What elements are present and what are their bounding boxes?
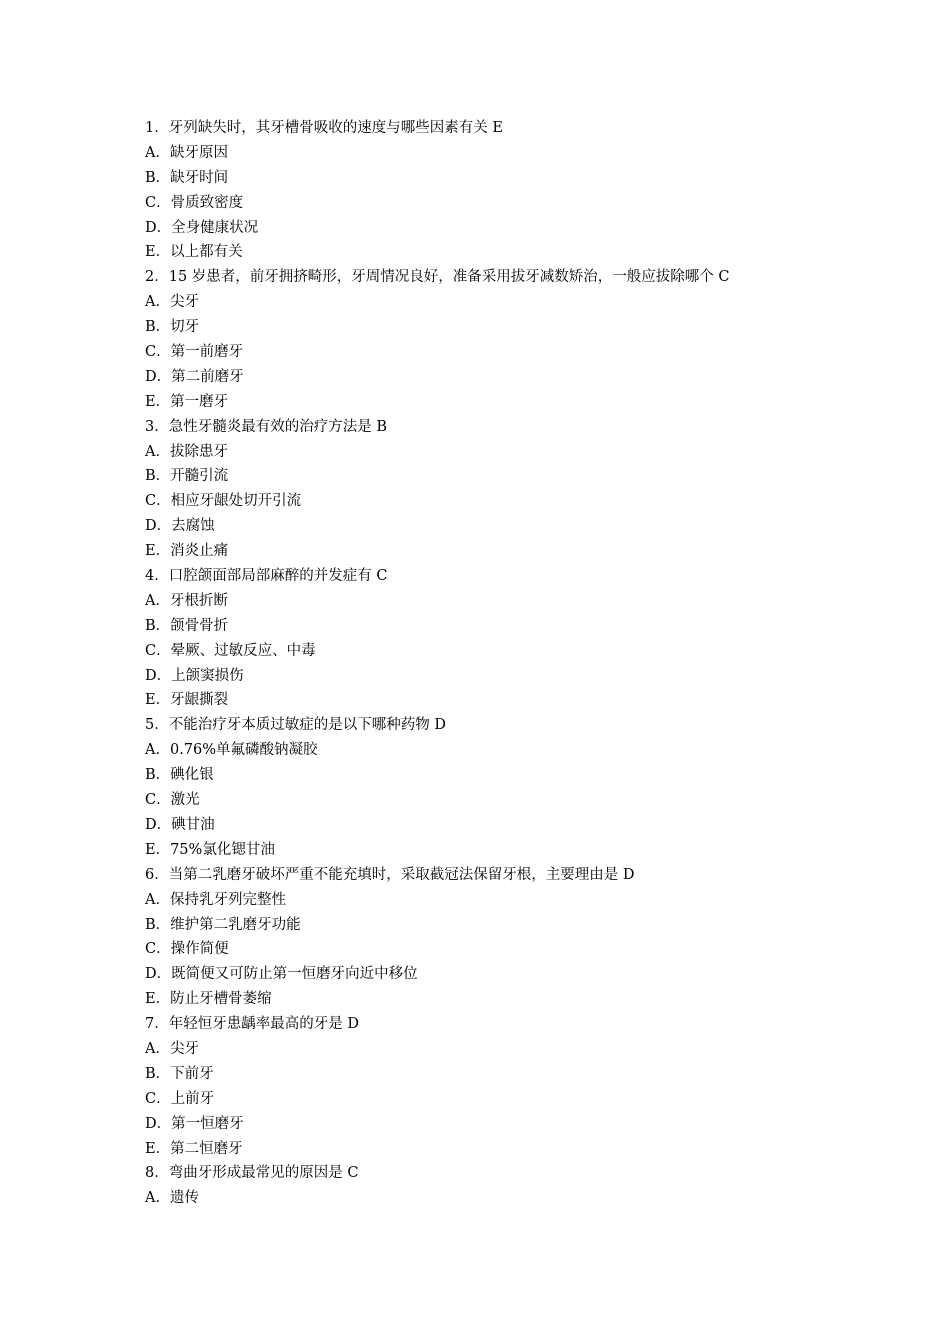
option-c: C．晕厥、过敏反应、中毒 xyxy=(145,642,316,659)
option-e: E．第一磨牙 xyxy=(145,393,229,410)
question-stem: 2．15 岁患者，前牙拥挤畸形，牙周情况良好，准备采用拔牙减数矫治，一般应拔除哪个 C xyxy=(145,269,730,286)
question-6 xyxy=(145,863,845,1012)
option-e: E．75%氯化锶甘油 xyxy=(145,841,275,858)
option-d: D．既简便又可防止第一恒磨牙向近中移位 xyxy=(145,966,418,983)
question-stem: 6．当第二乳磨牙破坏严重不能充填时，采取截冠法保留牙根，主要理由是 D xyxy=(145,866,635,883)
option-d: D．全身健康状况 xyxy=(145,219,259,236)
option-a: A．0.76%单氟磷酸钠凝胶 xyxy=(145,742,318,759)
option-c: C．骨质致密度 xyxy=(145,194,244,211)
option-e: E．消炎止痛 xyxy=(145,543,229,560)
question-stem: 7．年轻恒牙患龋率最高的牙是 D xyxy=(145,1016,359,1033)
option-c: C．激光 xyxy=(145,792,200,809)
option-b: B．缺牙时间 xyxy=(145,169,229,186)
option-c: C．操作简便 xyxy=(145,941,229,958)
option-d: D．去腐蚀 xyxy=(145,518,215,535)
option-b: B．切牙 xyxy=(145,319,200,336)
option-e: E．以上都有关 xyxy=(145,244,243,261)
question-2 xyxy=(145,265,845,414)
question-7 xyxy=(145,1012,845,1161)
option-b: B．维护第二乳磨牙功能 xyxy=(145,916,301,933)
question-4 xyxy=(145,564,845,713)
option-a: A．牙根折断 xyxy=(145,592,228,609)
option-e: E．防止牙槽骨萎缩 xyxy=(145,991,272,1008)
option-a: A．保持乳牙列完整性 xyxy=(145,891,286,908)
option-b: B．开髓引流 xyxy=(145,468,229,485)
question-stem: 3．急性牙髓炎最有效的治疗方法是 B xyxy=(145,418,387,435)
option-b: B．碘化银 xyxy=(145,767,214,784)
option-d: D．上颌窦损伤 xyxy=(145,667,244,684)
question-5 xyxy=(145,713,845,862)
option-a: A．遗传 xyxy=(145,1190,199,1207)
question-3 xyxy=(145,415,845,564)
option-e: E．第二恒磨牙 xyxy=(145,1140,243,1157)
question-stem: 8．弯曲牙形成最常见的原因是 C xyxy=(145,1165,359,1182)
option-d: D．第二前磨牙 xyxy=(145,368,244,385)
option-c: C．第一前磨牙 xyxy=(145,344,244,361)
question-stem: 4．口腔颌面部局部麻醉的并发症有 C xyxy=(145,568,388,585)
question-list xyxy=(145,116,845,1211)
question-1 xyxy=(145,116,845,265)
option-a: A．拔除患牙 xyxy=(145,443,228,460)
option-a: A．缺牙原因 xyxy=(145,144,228,161)
option-c: C．上前牙 xyxy=(145,1090,215,1107)
option-b: B．颌骨骨折 xyxy=(145,617,229,634)
question-8 xyxy=(145,1161,845,1211)
question-stem: 5．不能治疗牙本质过敏症的是以下哪种药物 D xyxy=(145,717,446,734)
question-stem: 1．牙列缺失时，其牙槽骨吸收的速度与哪些因素有关 E xyxy=(145,120,503,136)
option-a: A．尖牙 xyxy=(145,1040,199,1057)
option-a: A．尖牙 xyxy=(145,294,199,311)
option-e: E．牙龈撕裂 xyxy=(145,692,229,709)
option-b: B．下前牙 xyxy=(145,1065,214,1082)
option-d: D．碘甘油 xyxy=(145,816,215,833)
option-c: C．相应牙龈处切开引流 xyxy=(145,493,302,510)
option-d: D．第一恒磨牙 xyxy=(145,1115,244,1132)
